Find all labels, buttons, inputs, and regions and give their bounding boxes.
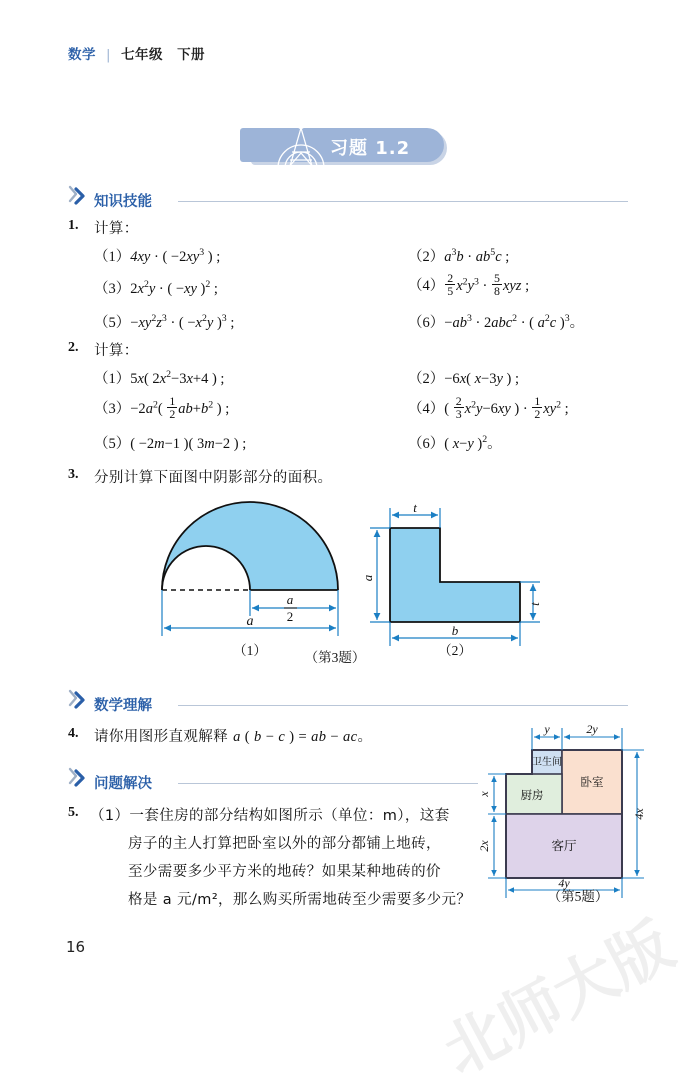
problem-2-item-5: （5）( −2m−1 )( 3m−2 ) ;: [94, 436, 247, 452]
dim-left-lower: 2x: [477, 840, 491, 852]
section-rule: [178, 705, 628, 706]
banner-title: 习题 1.2: [330, 138, 411, 159]
figure-3-1: [150, 500, 360, 658]
problem-2-item-2: （2）−6x( x−3y ) ;: [408, 371, 520, 387]
fig2-dim-right: t: [527, 602, 542, 606]
problem-5-line-4: 格是 a 元/m²，那么购买所需地砖至少需要多少元？: [128, 892, 472, 908]
header-subject: 数学: [68, 47, 96, 63]
header-grade: 七年级: [121, 47, 164, 63]
section-rule: [178, 783, 478, 784]
dim-right: 4x: [632, 808, 646, 820]
problem-1-item-4: （4） $\frac{2}{5}$ $x^2y^3$ · $\frac{5}{8}$ xyz ;: [408, 271, 530, 299]
watermark: 北师大版: [431, 907, 685, 1089]
problem-1-prompt: 计算：: [94, 221, 139, 237]
problem-2-item-4: （4）( $\frac{2}{3}$ $x^2y-6xy$ ) · $\frac{1}{2}$ $xy^2$ ;: [408, 394, 569, 422]
room-label-living: 客厅: [551, 838, 577, 853]
problem-2-number: 2.: [68, 340, 79, 355]
page-number: 16: [66, 938, 86, 956]
section-label: 知识技能: [94, 194, 152, 210]
problem-2-item-1: （1）5x( $2x^2-3x+4$ ) ;: [94, 369, 225, 387]
exercise-banner: [248, 128, 444, 162]
problem-3-prompt: 分别计算下面图中阴影部分的面积。: [94, 470, 333, 486]
double-chevron-icon: [68, 184, 90, 208]
problem-1-item-6: $(6)-ab^3 \cdot 2abc^2$ · ( $a^2c$ )$^3$。: [408, 313, 585, 331]
fig1-dim-full: a: [246, 614, 254, 629]
problem-1-item-1: （1）4xy · ( $-2xy^3$ ) ;: [94, 247, 221, 265]
running-header: [68, 43, 205, 63]
compass-icon: [266, 108, 336, 176]
problem-1-number: 1.: [68, 218, 79, 233]
figure-3-2-label: （2）: [438, 643, 472, 658]
double-chevron-icon: [68, 688, 90, 712]
figure-3-1-label: （1）: [233, 643, 267, 658]
problem-3-number: 3.: [68, 467, 79, 482]
section-header-problem-solving: [68, 772, 478, 792]
problem-5-number: 5.: [68, 805, 79, 820]
section-header-understanding: [68, 694, 628, 714]
problem-2-item-6: （6）( x−y )$^2$。: [408, 434, 502, 452]
figure-3-caption: （第3题）: [304, 650, 366, 665]
room-label-kitchen: 厨房: [520, 788, 544, 802]
room-label-bedroom: 卧室: [580, 775, 604, 789]
section-rule: [178, 201, 628, 202]
problem-4-text: 请你用图形直观解释 a ( b − c ) = ab − ac。: [94, 729, 373, 745]
double-chevron-icon: [68, 766, 90, 790]
dim-left-upper: x: [477, 791, 491, 797]
problem-5-line-1: （1）一套住房的部分结构如图所示（单位：m），这套: [90, 808, 450, 824]
fig1-dim-half-numerator: a: [286, 592, 294, 607]
figure-3-2: [360, 500, 547, 658]
section-label: 数学理解: [94, 698, 152, 714]
fig2-dim-left: a: [360, 574, 375, 582]
problem-2-item-3: $(3)-2a^2$( $\frac{1}{2}$ $ab+b^2$ ) ;: [94, 394, 230, 422]
problem-1-item-2: $(2)a^3b \cdot ab^5c$ ;: [408, 247, 510, 265]
figure-5-floorplan: [477, 722, 664, 902]
dim-bottom: 4y: [558, 876, 570, 890]
problem-2-prompt: 计算：: [94, 343, 139, 359]
room-label-bathroom: 卫生间: [532, 757, 562, 768]
dim-top-right: 2y: [586, 722, 598, 736]
section-header-knowledge: [68, 190, 628, 210]
problem-5-line-3: 至少需要多少平方米的地砖？如果某种地砖的价: [128, 864, 441, 880]
section-label: 问题解决: [94, 776, 152, 792]
figure-5-caption: （第5题）: [547, 889, 609, 904]
fig1-dim-half-denominator: 2: [286, 609, 294, 624]
problem-5-line-2: 房子的主人打算把卧室以外的部分都铺上地砖，: [128, 836, 441, 852]
problem-1-item-5: $(5)-xy^2z^3$ · ( $-x^2y$ )$^3$ ;: [94, 313, 235, 331]
fig2-dim-top: t: [413, 500, 417, 515]
header-separator: |: [106, 47, 112, 63]
problem-1-item-3: $(3)2x^2y$ · ( −xy )$^2$ ;: [94, 279, 218, 297]
problem-4-number: 4.: [68, 726, 79, 741]
header-volume: 下册: [177, 47, 206, 63]
dim-top-left: y: [544, 722, 550, 736]
fig2-dim-bottom: b: [451, 623, 459, 638]
